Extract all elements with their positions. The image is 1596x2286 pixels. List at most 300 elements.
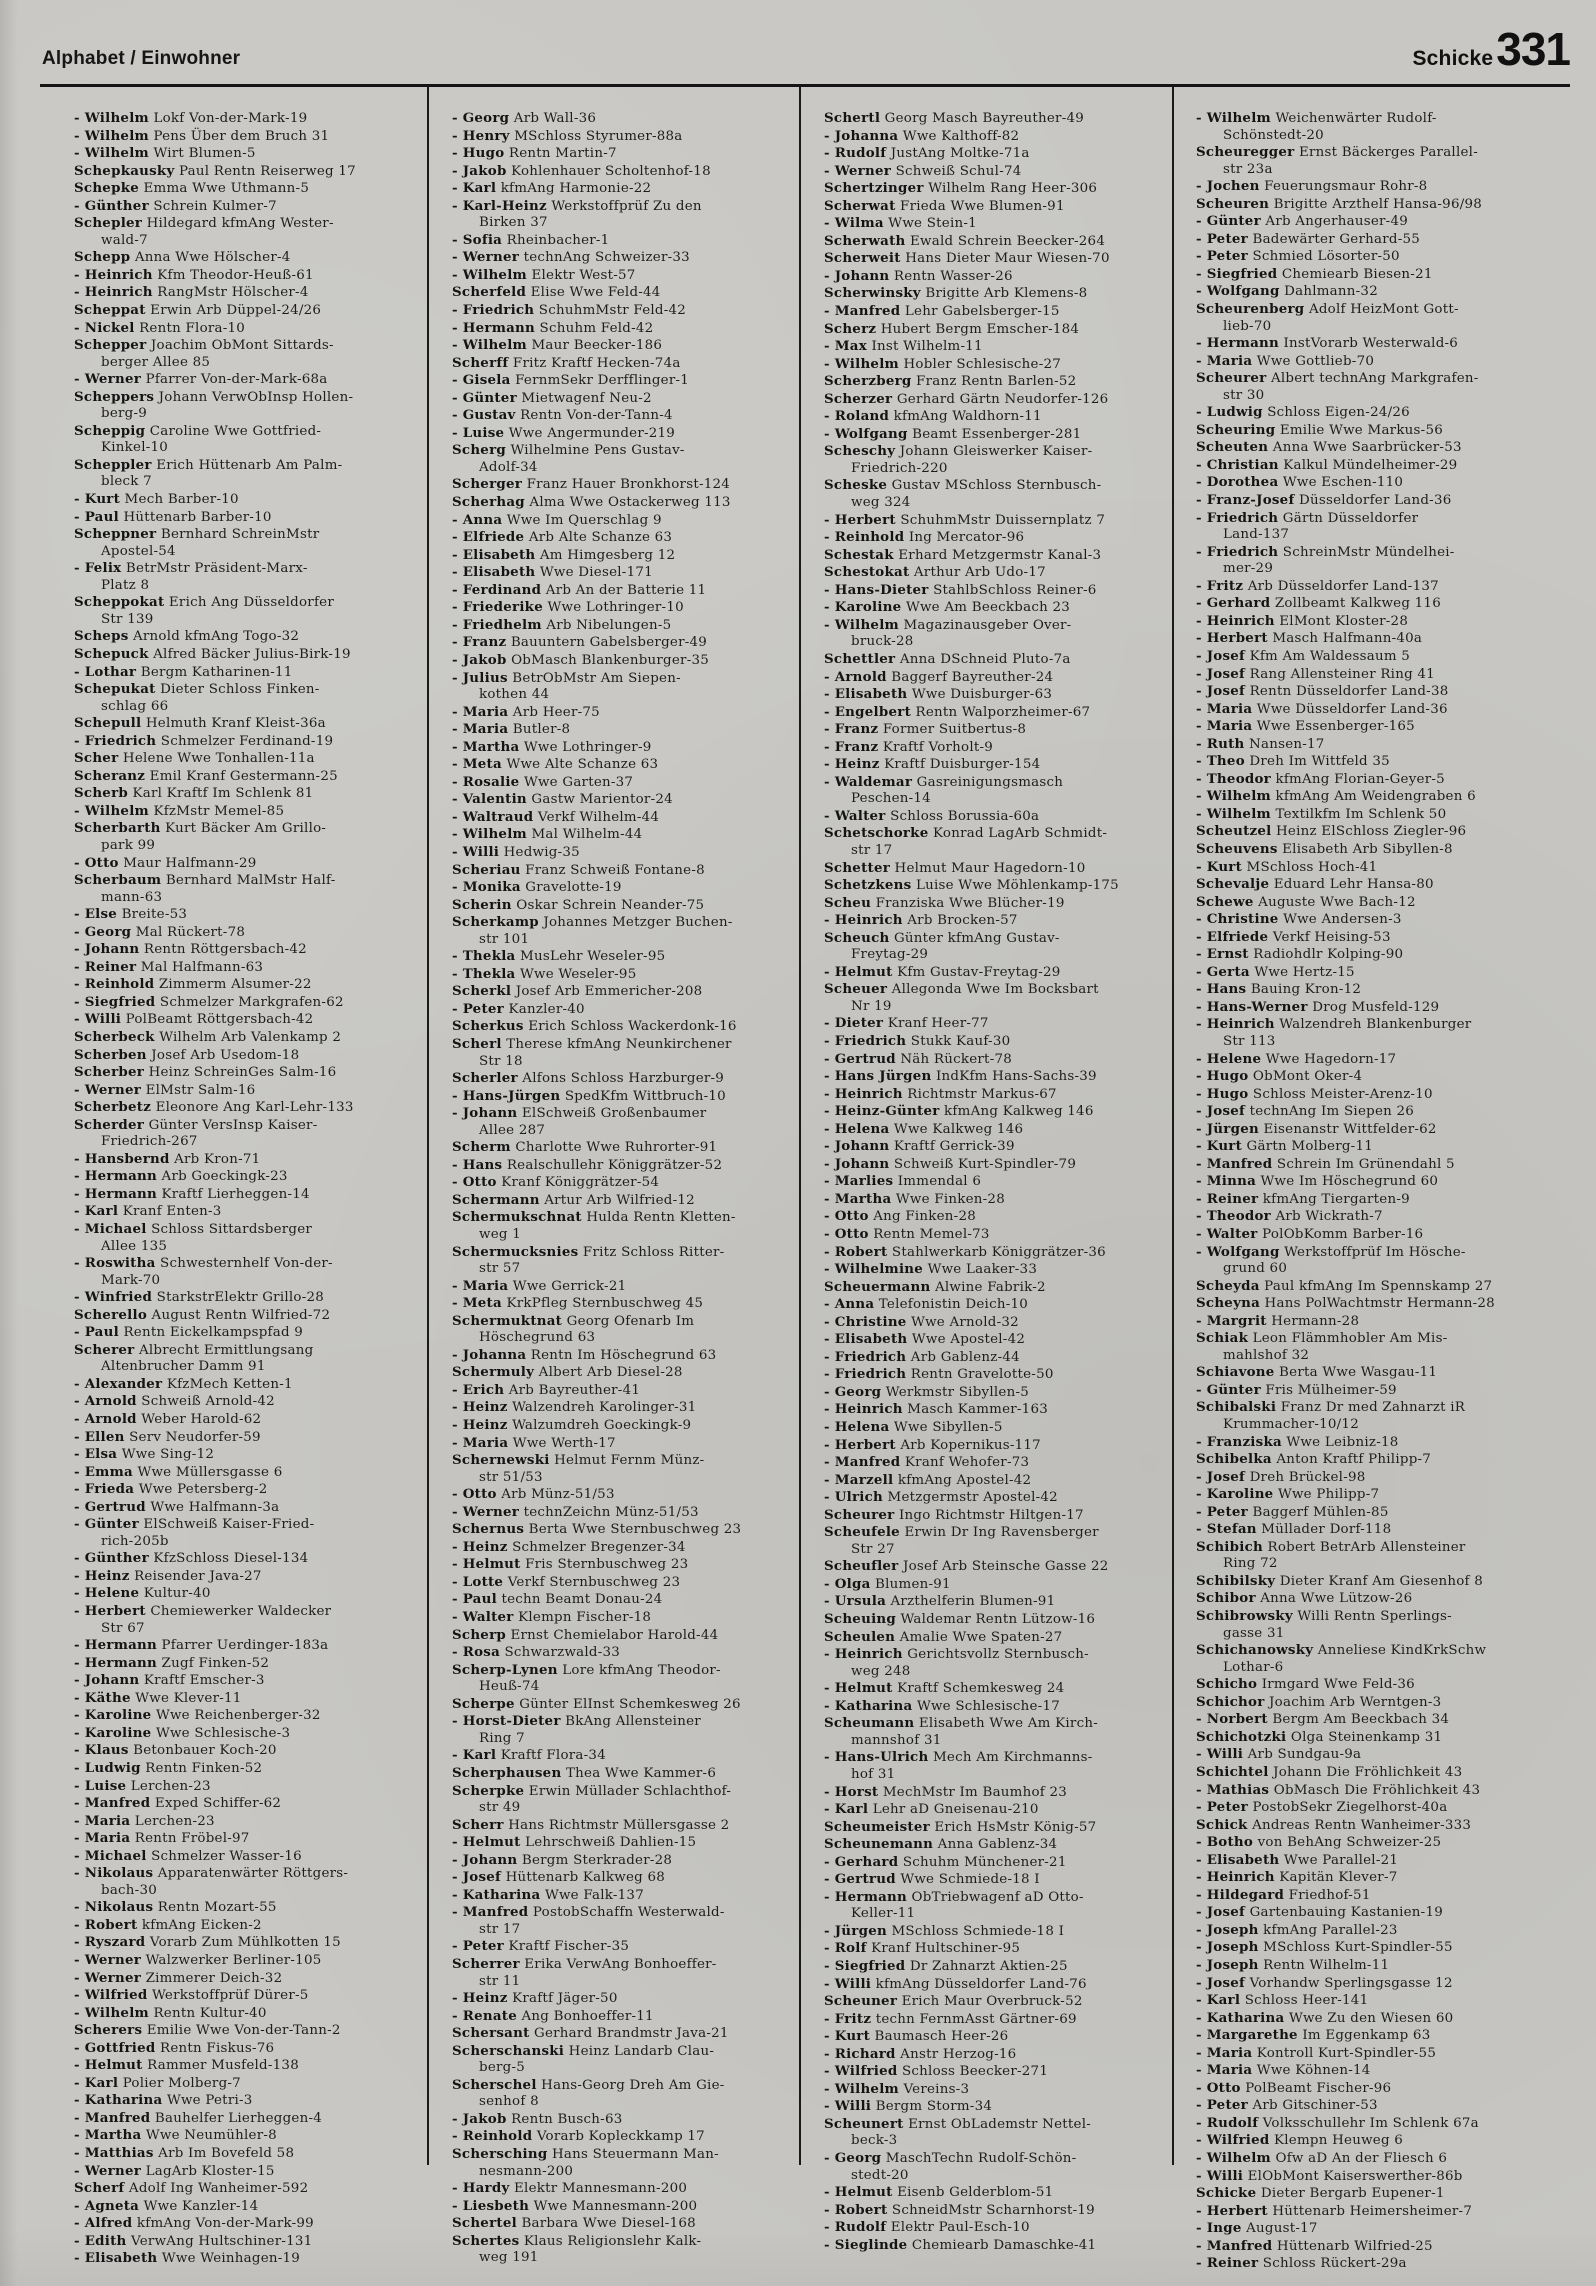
entry-line: - Heinz Kraftf Jäger-50	[452, 1990, 618, 2007]
entry-line: - Hermann Kraftf Lierheggen-14	[74, 1185, 310, 1202]
entry-line: - Maria Kontroll Kurt-Spindler-55	[1196, 2044, 1437, 2061]
continuation-line: Ring 72	[1223, 1556, 1278, 1572]
entry-line: - Hermann Pfarrer Uerdinger-183a	[74, 1637, 329, 1654]
continuation-line: str 11	[479, 1973, 521, 1989]
entry-line: - Meta KrkPfleg Sternbuschweg 45	[452, 1295, 704, 1312]
entry-line: - Willi Arb Sundgau-9a	[1196, 1746, 1362, 1763]
surname-line: Scherger Franz Hauer Bronkhorst-124	[452, 476, 731, 493]
surname-line: Schermann Artur Arb Wilfried-12	[452, 1191, 695, 1208]
surname-line: Schestokat Arthur Arb Udo-17	[824, 564, 1046, 581]
entry-line: - Joseph Rentn Wilhelm-11	[1196, 1956, 1390, 1973]
surname-line: Scheuren Brigitte Arzthelf Hansa-96/98	[1196, 195, 1483, 212]
continuation-line: Schönstedt-20	[1223, 127, 1324, 143]
entry-line: - Hildegard Friedhof-51	[1196, 1886, 1371, 1903]
entry-line: - Josef Hüttenarb Kalkweg 68	[452, 1869, 666, 1886]
section-label: Alphabet / Einwohner	[42, 48, 241, 69]
entry-line: - Elisabeth Wwe Diesel-171	[452, 564, 653, 581]
surname-line: Scheppler Erich Hüttenarb Am Palm-	[74, 456, 343, 473]
surname-line: Scheurenberg Adolf HeizMont Gott-	[1196, 301, 1459, 318]
surname-line: Scheutzel Heinz ElSchloss Ziegler-96	[1196, 823, 1467, 840]
entry-line: - Christian Kalkul Mündelheimer-29	[1196, 456, 1458, 473]
entry-line: - Kurt Baumasch Heer-26	[824, 2028, 1009, 2045]
entry-line: - Luise Lerchen-23	[74, 1777, 211, 1794]
surname-line: Scherbetz Eleonore Ang Karl-Lehr-133	[74, 1099, 354, 1116]
surname-line: Schertl Georg Masch Bayreuther-49	[824, 110, 1085, 126]
entry-line: - Reiner Mal Halfmann-63	[74, 958, 264, 975]
entry-line: - Ursula Arzthelferin Blumen-91	[824, 1593, 1056, 1610]
entry-line: - Margarethe Im Eggenkamp 63	[1196, 2027, 1431, 2044]
entry-line: - Emma Wwe Müllersgasse 6	[74, 1463, 283, 1480]
continuation-line: lieb-70	[1223, 318, 1272, 334]
entry-line: - Franz Bauuntern Gabelsberger-49	[452, 634, 708, 651]
entry-line: - Marzell kfmAng Apostel-42	[824, 1471, 1032, 1488]
entry-line: - Elfriede Arb Alte Schanze 63	[452, 529, 673, 546]
entry-line: - Dorothea Wwe Eschen-110	[1196, 474, 1404, 491]
continuation-line: bruck-28	[851, 634, 914, 650]
surname-line: Scheuch Günter kfmAng Gustav-	[824, 929, 1060, 946]
continuation-line: kothen 44	[479, 687, 550, 703]
entry-line: - Herbert Masch Halfmann-40a	[1196, 630, 1423, 647]
entry-line: - Nikolaus Rentn Mozart-55	[74, 1899, 277, 1916]
continuation-line: Kinkel-10	[101, 440, 169, 456]
surname-line: Schichtel Johann Die Fröhlichkeit 43	[1196, 1763, 1463, 1780]
surname-line: Scherler Alfons Schloss Harzburger-9	[452, 1070, 725, 1087]
entry-line: - Karoline Wwe Reichenberger-32	[74, 1707, 321, 1724]
entry-line: - Christine Wwe Arnold-32	[824, 1313, 1019, 1330]
surname-line: Schibilsky Dieter Kranf Am Giesenhof 8	[1196, 1572, 1484, 1589]
surname-line: Scherf Adolf Ing Wanheimer-592	[74, 2180, 309, 2197]
entry-line: - Otto Rentn Memel-73	[824, 1226, 990, 1242]
entry-line: - Luise Wwe Angermunder-219	[452, 424, 676, 441]
entry-line: - Hansbernd Arb Kron-71	[74, 1150, 261, 1167]
surname-line: Scheufele Erwin Dr Ing Ravensberger	[824, 1524, 1099, 1541]
surname-line: Schestak Erhard Metzgermstr Kanal-3	[824, 546, 1102, 563]
surname-line: Schewe Auguste Wwe Bach-12	[1196, 893, 1416, 910]
surname-line: Scherp Ernst Chemielabor Harold-44	[452, 1626, 719, 1643]
entry-line: - Josef Rentn Düsseldorfer Land-38	[1196, 683, 1449, 700]
entry-line: - Peter Kraftf Fischer-35	[452, 1938, 630, 1955]
continuation-line: rich-205b	[101, 1533, 169, 1549]
entry-line: - Ludwig Rentn Finken-52	[74, 1759, 263, 1776]
entry-line: - Helmut Fris Sternbuschweg 23	[452, 1556, 689, 1573]
entry-line: - Henry MSchloss Styrumer-88a	[452, 127, 683, 144]
surname-line: Schepull Helmuth Kranf Kleist-36a	[74, 715, 326, 732]
entry-line: - Josef Gartenbauing Kastanien-19	[1196, 1904, 1443, 1921]
entry-line: - Helene Kultur-40	[74, 1585, 211, 1602]
entry-line: - Willi Hedwig-35	[452, 843, 580, 860]
entry-line: - Helmut Kraftf Schemkesweg 24	[824, 1680, 1065, 1697]
entry-line: - Katharina Wwe Schlesische-17	[824, 1697, 1060, 1714]
entry-line: - Friedrich Arb Gablenz-44	[824, 1348, 1020, 1365]
surname-line: Scheurer Albert technAng Markgrafen-	[1196, 370, 1479, 387]
surname-line: Scheunert Ernst ObLademstr Nettel-	[824, 2115, 1092, 2132]
entry-line: - Manfred Bauhelfer Lierheggen-4	[74, 2109, 323, 2126]
header-rule	[40, 84, 1570, 87]
surname-line: Scherhag Alma Wwe Ostackerweg 113	[452, 494, 731, 511]
entry-line: - Hermann Arb Goeckingk-23	[74, 1168, 288, 1185]
entry-line: - Martha Wwe Finken-28	[824, 1190, 1005, 1207]
entry-line: - Joseph MSchloss Kurt-Spindler-55	[1196, 1939, 1453, 1956]
surname-line: Scheuer Allegonda Wwe Im Bocksbart	[824, 981, 1099, 998]
surname-line: Scherweit Hans Dieter Maur Wiesen-70	[824, 250, 1110, 267]
entry-line: - Stefan Müllader Dorf-118	[1196, 1521, 1392, 1538]
entry-line: - Käthe Wwe Klever-11	[74, 1689, 242, 1706]
surname-line: Schetzkens Luise Wwe Möhlenkamp-175	[824, 877, 1119, 894]
entry-line: - Hans Bauing Kron-12	[1196, 981, 1362, 998]
entry-line: - Karl Lehr aD Gneisenau-210	[824, 1801, 1039, 1818]
entry-line: - Reiner kfmAng Tiergarten-9	[1196, 1190, 1410, 1207]
surname-line: Scherfeld Elise Wwe Feld-44	[452, 284, 661, 301]
entry-line: - Sofia Rheinbacher-1	[452, 231, 610, 248]
entry-line: - Otto Arb Münz-51/53	[452, 1486, 615, 1503]
entry-line: - Friedrich Schmelzer Ferdinand-19	[74, 732, 334, 749]
continuation-line: senhof 8	[479, 2094, 539, 2110]
entry-line: - Karl Kranf Enten-3	[74, 1203, 222, 1220]
entry-line: - Werner Pfarrer Von-der-Mark-68a	[74, 371, 328, 388]
entry-line: - Heinrich Kfm Theodor-Heuß-61	[74, 266, 314, 283]
entry-line: - Heinz-Günter kfmAng Kalkweg 146	[824, 1103, 1094, 1120]
entry-line: - Robert kfmAng Eicken-2	[74, 1916, 262, 1933]
entry-line: - Josef Rang Allensteiner Ring 41	[1196, 665, 1435, 682]
entry-line: - Dieter Kranf Heer-77	[824, 1015, 989, 1032]
entry-line: - Heinz Walzumdreh Goeckingk-9	[452, 1417, 692, 1434]
entry-line: - Helmut Kfm Gustav-Freytag-29	[824, 963, 1061, 980]
entry-line: - Gertrud Näh Rückert-78	[824, 1050, 1013, 1067]
entry-line: - Monika Gravelotte-19	[452, 879, 622, 896]
continuation-line: Altenbrucher Damm 91	[101, 1359, 266, 1375]
entry-line: - Peter Baggerf Mühlen-85	[1196, 1503, 1389, 1520]
entry-line: - Theodor Arb Wickrath-7	[1196, 1208, 1383, 1225]
entry-line: - Wilhelm Textilkfm Im Schlenk 50	[1196, 805, 1447, 822]
surname-line: Scherrer Erika VerwAng Bonhoeffer-	[452, 1955, 717, 1972]
surname-line: Scheunemann Anna Gablenz-34	[824, 1836, 1058, 1853]
entry-line: - Felix BetrMstr Präsident-Marx-	[74, 560, 308, 577]
entry-line: - Katharina Wwe Petri-3	[74, 2092, 253, 2109]
surname-line: Schermukschnat Hulda Rentn Kletten-	[452, 1209, 736, 1226]
entry-line: - Manfred PostobSchaffn Westerwald-	[452, 1904, 725, 1921]
continuation-line: str 17	[851, 842, 893, 858]
surname-line: Schibor Anna Wwe Lützow-26	[1196, 1590, 1413, 1607]
entry-line: - Günther Schrein Kulmer-7	[74, 197, 277, 214]
entry-line: - Hermann Schuhm Feld-42	[452, 319, 654, 336]
entry-line: - Peter Schmied Lösorter-50	[1196, 248, 1400, 265]
continuation-line: weg 1	[479, 1227, 521, 1242]
entry-line: - Arnold Schweiß Arnold-42	[74, 1393, 275, 1410]
surname-line: Scherber Heinz SchreinGes Salm-16	[74, 1064, 337, 1081]
surname-line: Scherp-Lynen Lore kfmAng Theodor-	[452, 1661, 721, 1678]
surname-line: Schernewski Helmut Fernm Münz-	[452, 1452, 705, 1469]
entry-line: - Karl kfmAng Harmonie-22	[452, 180, 652, 197]
entry-line: - Werner ElMstr Salm-16	[74, 1081, 256, 1098]
entry-line: - Ernst Radiohdlr Kolping-90	[1196, 946, 1404, 963]
entry-line: - Maria Wwe Düsseldorfer Land-36	[1196, 700, 1448, 717]
continuation-line: mann-63	[101, 889, 163, 905]
entry-line: - Siegfried Chemiearb Biesen-21	[1196, 265, 1433, 282]
entry-line: - Willi Bergm Storm-34	[824, 2098, 993, 2115]
entry-line: - Wilhelmine Wwe Laaker-33	[824, 1261, 1038, 1278]
surname-line: Schertel Barbara Wwe Diesel-168	[452, 2215, 696, 2232]
entry-line: - Maria Wwe Gottlieb-70	[1196, 352, 1375, 369]
continuation-line: weg 191	[479, 2250, 539, 2266]
entry-line: - Helena Wwe Sibyllen-5	[824, 1419, 1003, 1436]
entry-line: - Katharina Wwe Falk-137	[452, 1886, 644, 1903]
entry-line: - Manfred Kranf Wehofer-73	[824, 1454, 1030, 1471]
entry-line: - Karl Kraftf Flora-34	[452, 1747, 606, 1764]
entry-line: - Richard Anstr Herzog-16	[824, 2045, 1017, 2062]
entry-line: - Maria Lerchen-23	[74, 1812, 215, 1829]
continuation-line: Lothar-6	[1223, 1659, 1284, 1675]
surname-line: Scheuregger Ernst Bäckerges Parallel-	[1196, 144, 1478, 161]
continuation-line: Str 67	[101, 1620, 145, 1636]
surname-line: Schick Andreas Rentn Wanheimer-333	[1196, 1816, 1472, 1833]
entry-line: - Otto Maur Halfmann-29	[74, 854, 257, 871]
entry-line: - Fritz techn FernmAsst Gärtner-69	[824, 2010, 1077, 2027]
entry-line: - Heinrich Arb Brocken-57	[824, 912, 1018, 929]
surname-line: Scherkl Josef Arb Emmericher-208	[452, 983, 703, 1000]
surname-line: Scherschanski Heinz Landarb Clau-	[452, 2042, 715, 2059]
surname-line: Scheyna Hans PolWachtmstr Hermann-28	[1196, 1295, 1495, 1312]
entry-line: - Karoline Wwe Schlesische-3	[74, 1724, 291, 1741]
entry-line: - Joseph kfmAng Parallel-23	[1196, 1921, 1398, 1938]
continuation-line: Str 113	[1223, 1033, 1276, 1049]
surname-line: Schetter Helmut Maur Hagedorn-10	[824, 859, 1086, 876]
entry-line: - Wilhelm Ofw aD An der Fliesch 6	[1196, 2149, 1448, 2166]
entry-line: - Klaus Betonbauer Koch-20	[74, 1742, 277, 1759]
surname-line: Scheranz Emil Kranf Gestermann-25	[74, 767, 338, 784]
surname-line: Schepukat Dieter Schloss Finken-	[74, 681, 320, 698]
entry-line: - Hugo Schloss Meister-Arenz-10	[1196, 1085, 1433, 1102]
continuation-line: stedt-20	[851, 2167, 909, 2183]
surname-line: Scheske Gustav MSchloss Sternbusch-	[824, 477, 1102, 494]
entry-line: - Friederike Wwe Lothringer-10	[452, 599, 684, 616]
continuation-line: Peschen-14	[851, 791, 931, 807]
entry-line: - Waldemar Gasreinigungsmasch	[824, 773, 1064, 790]
surname-line: Scherl Therese kfmAng Neunkirchener	[452, 1035, 732, 1052]
entry-line: - Maria Arb Heer-75	[452, 703, 600, 720]
surname-line: Scheulen Amalie Wwe Spaten-27	[824, 1628, 1063, 1645]
entry-line: - Hans Jürgen IndKfm Hans-Sachs-39	[824, 1068, 1097, 1085]
surname-line: Scherder Günter VersInsp Kaiser-	[74, 1116, 318, 1133]
continuation-line: str 30	[1223, 387, 1265, 403]
entry-line: - Gisela FernmSekr Derfflinger-1	[452, 372, 690, 389]
entry-line: - Karoline Wwe Am Beeckbach 23	[824, 599, 1071, 616]
surname-line: Schepper Joachim ObMont Sittards-	[74, 337, 334, 354]
entry-line: - Herbert Chemiewerker Waldecker	[74, 1603, 332, 1620]
entry-line: - Lothar Bergm Katharinen-11	[74, 663, 293, 680]
continuation-line: mer-29	[1223, 561, 1274, 577]
entry-line: - Johann Kraftf Gerrick-39	[824, 1138, 1015, 1155]
entry-line: - Ludwig Schloss Eigen-24/26	[1196, 404, 1410, 421]
entry-line: - Manfred Lehr Gabelsberger-15	[824, 303, 1060, 320]
column-divider-1	[427, 87, 429, 2165]
continuation-line: Str 27	[851, 1541, 895, 1557]
continuation-line: Krummacher-10/12	[1223, 1417, 1359, 1433]
entry-line: - Hans-Dieter StahlbSchloss Reiner-6	[824, 581, 1097, 598]
entry-line: - Kurt MSchloss Hoch-41	[1196, 858, 1378, 875]
surname-line: Schepler Hildegard kfmAng Wester-	[74, 215, 334, 232]
entry-line: - Michael Schmelzer Wasser-16	[74, 1847, 302, 1864]
entry-line: - Nickel Rentn Flora-10	[74, 319, 246, 336]
entry-line: - Helena Wwe Kalkweg 146	[824, 1120, 1024, 1137]
continuation-line: Allee 287	[479, 1122, 546, 1138]
surname-line: Schermucksnies Fritz Schloss Ritter-	[452, 1243, 725, 1260]
surname-line: Schepkausky Paul Rentn Reiserweg 17	[74, 162, 356, 179]
surname-line: Scheuing Waldemar Rentn Lützow-16	[824, 1611, 1096, 1628]
column-2	[452, 110, 804, 2267]
entry-line: - Georg Arb Wall-36	[452, 110, 597, 126]
surname-line: Scherzberg Franz Rentn Barlen-52	[824, 373, 1077, 390]
entry-line: - Friedrich Rentn Gravelotte-50	[824, 1366, 1054, 1383]
entry-line: - Maria Rentn Fröbel-97	[74, 1830, 250, 1847]
entry-line: - Engelbert Rentn Walporzheimer-67	[824, 703, 1091, 720]
entry-line: - Kurt Gärtn Molberg-11	[1196, 1138, 1373, 1155]
surname-line: Scheumann Elisabeth Wwe Am Kirch-	[824, 1715, 1098, 1732]
entry-line: - Hermann ObTriebwagenf aD Otto-	[824, 1888, 1084, 1905]
entry-line: - Herbert Arb Kopernikus-117	[824, 1436, 1041, 1453]
entry-line: - Günter ElSchweiß Kaiser-Fried-	[74, 1516, 315, 1533]
entry-line: - Peter Arb Gitschiner-53	[1196, 2097, 1378, 2114]
entry-line: - Horst-Dieter BkAng Allensteiner	[452, 1713, 701, 1730]
entry-line: - Georg MaschTechn Rudolf-Schön-	[824, 2149, 1077, 2166]
surname-line: Scherzer Gerhard Gärtn Neudorfer-126	[824, 390, 1109, 407]
entry-line: - Alfred kfmAng Von-der-Mark-99	[74, 2215, 314, 2232]
entry-line: - Otto Ang Finken-28	[824, 1208, 976, 1225]
entry-line: - Karl-Heinz Werkstoffprüf Zu den	[452, 197, 702, 214]
continuation-line: mannshof 31	[851, 1732, 942, 1748]
entry-line: - Herbert SchuhmMstr Duissernplatz 7	[824, 511, 1106, 528]
entry-line: - Meta Wwe Alte Schanze 63	[452, 756, 659, 773]
surname-line: Schibrowsky Willi Rentn Sperlings-	[1196, 1608, 1452, 1625]
entry-line: - Johann Bergm Sterkrader-28	[452, 1851, 673, 1868]
surname-line: Scherff Fritz Kraftf Hecken-74a	[452, 354, 681, 371]
entry-line: - Heinrich Richtmstr Markus-67	[824, 1085, 1057, 1102]
surname-line: Schersant Gerhard Brandmstr Java-21	[452, 2025, 729, 2042]
entry-line: - Georg Werkmstr Sibyllen-5	[824, 1383, 1030, 1400]
continuation-line: Adolf-34	[479, 459, 538, 475]
entry-line: - Siegfried Dr Zahnarzt Aktien-25	[824, 1957, 1068, 1974]
surname-line: Schersching Hans Steuermann Man-	[452, 2145, 719, 2162]
entry-line: - Reiner Schloss Rückert-29a	[1196, 2255, 1407, 2272]
entry-line: - Hans-Ulrich Mech Am Kirchmanns-	[824, 1749, 1093, 1766]
entry-line: - Waltraud Verkf Wilhelm-44	[452, 808, 660, 825]
surname-line: Schichor Joachim Arb Werntgen-3	[1196, 1693, 1442, 1710]
entry-line: - Nikolaus Apparatenwärter Röttgers-	[74, 1865, 349, 1882]
entry-line: - Wilhelm Mal Wilhelm-44	[452, 826, 643, 843]
entry-line: - Wolfgang Dahlmann-32	[1196, 283, 1378, 300]
entry-line: - Hans Realschullehr Königgrätzer-52	[452, 1156, 723, 1173]
entry-line: - Peter Kanzler-40	[452, 1000, 585, 1017]
entry-line: - Hermann Zugf Finken-52	[74, 1654, 270, 1671]
entry-line: - Wolfgang Werkstoffprüf Im Hösche-	[1196, 1243, 1466, 1260]
surname-line: Schettler Anna DSchneid Pluto-7a	[824, 650, 1071, 667]
continuation-line: beck-3	[851, 2133, 898, 2149]
entry-line: - Reinhold Vorarb Kopleckkamp 17	[452, 2128, 705, 2145]
entry-line: - Wilhelm KfzMstr Memel-85	[74, 802, 285, 819]
entry-line: - Friedhelm Arb Nibelungen-5	[452, 616, 672, 633]
entry-line: - Johann Schweiß Kurt-Spindler-79	[824, 1155, 1077, 1172]
continuation-line: berg-5	[479, 2060, 526, 2076]
entry-line: - Helmut Rammer Musfeld-138	[74, 2057, 299, 2074]
entry-line: - Elisabeth Wwe Parallel-21	[1196, 1851, 1399, 1868]
entry-line: - Matthias Arb Im Bovefeld 58	[74, 2144, 295, 2161]
surname-line: Schepke Emma Wwe Uthmann-5	[74, 180, 310, 197]
entry-line: - Maria Wwe Essenberger-165	[1196, 718, 1415, 735]
entry-line: - Hans-Jürgen SpedKfm Wittbruch-10	[452, 1087, 726, 1104]
entry-line: - Friedrich SchreinMstr Mündelhei-	[1196, 543, 1455, 560]
entry-line: - Max Inst Wilhelm-11	[824, 338, 983, 355]
entry-line: - Jakob Kohlenhauer Scholtenhof-18	[452, 162, 711, 179]
surname-line: Scherers Emilie Wwe Von-der-Tann-2	[74, 2022, 341, 2039]
entry-line: - Norbert Bergm Am Beeckbach 34	[1196, 1711, 1450, 1728]
entry-line: - Arnold Baggerf Bayreuther-24	[824, 668, 1054, 685]
entry-line: - Johann ElSchweiß Großenbaumer	[452, 1105, 707, 1122]
entry-line: - Winfried StarkstrElektr Grillo-28	[74, 1289, 325, 1306]
entry-line: - Jürgen Eisenanstr Wittfelder-62	[1196, 1120, 1437, 1137]
entry-line: - Elsa Wwe Sing-12	[74, 1446, 215, 1463]
entry-line: - Theo Dreh Im Wittfeld 35	[1196, 753, 1390, 770]
entry-line: - Wilfried Werkstoffprüf Dürer-5	[74, 1987, 309, 2004]
entry-line: - Wilhelm Weichenwärter Rudolf-	[1196, 110, 1437, 126]
continuation-line: weg 324	[851, 495, 911, 511]
entry-line: - Elisabeth Am Himgesberg 12	[452, 546, 676, 563]
entry-line: - Wilhelm Hobler Schlesische-27	[824, 355, 1062, 372]
entry-line: - Günter Arb Angerhauser-49	[1196, 213, 1408, 230]
surname-line: Scherwat Frieda Wwe Blumen-91	[824, 197, 1065, 214]
entry-line: - Maria Butler-8	[452, 721, 571, 738]
entry-line: - Günter Mietwagenf Neu-2	[452, 389, 652, 406]
surname-line: Scheschy Johann Gleiswerker Kaiser-	[824, 443, 1093, 460]
entry-line: - Rolf Kranf Hultschiner-95	[824, 1940, 1021, 1957]
entry-line: - Wilhelm Wirt Blumen-5	[74, 145, 256, 162]
continuation-line: Freytag-29	[851, 947, 929, 963]
entry-line: - Willi PolBeamt Röttgersbach-42	[74, 1011, 314, 1028]
entry-line: - Gerta Wwe Hertz-15	[1196, 963, 1355, 980]
continuation-line: Str 18	[479, 1053, 523, 1069]
entry-line: - Elisabeth Wwe Weinhagen-19	[74, 2250, 301, 2267]
continuation-line: Heuß-74	[479, 1679, 540, 1695]
entry-line: - Paul Hüttenarb Barber-10	[74, 508, 272, 525]
continuation-line: weg 248	[851, 1663, 911, 1679]
entry-line: - Thekla Wwe Weseler-95	[452, 965, 637, 982]
entry-line: - Robert Stahlwerkarb Königgrätzer-36	[824, 1243, 1106, 1260]
continuation-line: nesmann-200	[479, 2163, 574, 2179]
surname-line: Schiavone Berta Wwe Wasgau-11	[1196, 1364, 1438, 1381]
entry-line: - Manfred Schrein Im Grünendahl 5	[1196, 1155, 1455, 1172]
entry-line: - Josef Vorhandw Sperlingsgasse 12	[1196, 1974, 1453, 1991]
page-number: 331	[1496, 23, 1570, 75]
entry-line: - Hugo ObMont Oker-4	[1196, 1068, 1363, 1085]
entry-line: - Hermann InstVorarb Westerwald-6	[1196, 335, 1459, 352]
entry-line: - Theodor kfmAng Florian-Geyer-5	[1196, 770, 1445, 787]
entry-line: - Walter PolObKomm Barber-16	[1196, 1226, 1424, 1242]
surname-line: Schichanowsky Anneliese KindKrkSchw	[1196, 1642, 1487, 1659]
entry-line: - Rosa Schwarzwald-33	[452, 1644, 621, 1661]
continuation-line: mahlshof 32	[1223, 1347, 1310, 1363]
entry-line: - Peter PostobSekr Ziegelhorst-40a	[1196, 1799, 1448, 1816]
surname-line: Schibich Robert BetrArb Allensteiner	[1196, 1538, 1466, 1555]
continuation-line: Friedrich-220	[851, 460, 948, 476]
surname-line: Schicho Irmgard Wwe Feld-36	[1196, 1676, 1415, 1693]
entry-line: - Renate Ang Bonhoeffer-11	[452, 2007, 654, 2024]
surname-line: Schibalski Franz Dr med Zahnarzt iR	[1196, 1399, 1466, 1416]
entry-line: - Olga Blumen-91	[824, 1575, 951, 1592]
column-4	[1196, 110, 1548, 2273]
entry-line: - Josef Dreh Brückel-98	[1196, 1468, 1366, 1485]
entry-line: - Günther KfzSchloss Diesel-134	[74, 1550, 309, 1567]
entry-line: - Christine Wwe Andersen-3	[1196, 911, 1402, 928]
continuation-line: Keller-11	[851, 1906, 916, 1922]
entry-line: - Günter Fris Mülheimer-59	[1196, 1381, 1397, 1398]
